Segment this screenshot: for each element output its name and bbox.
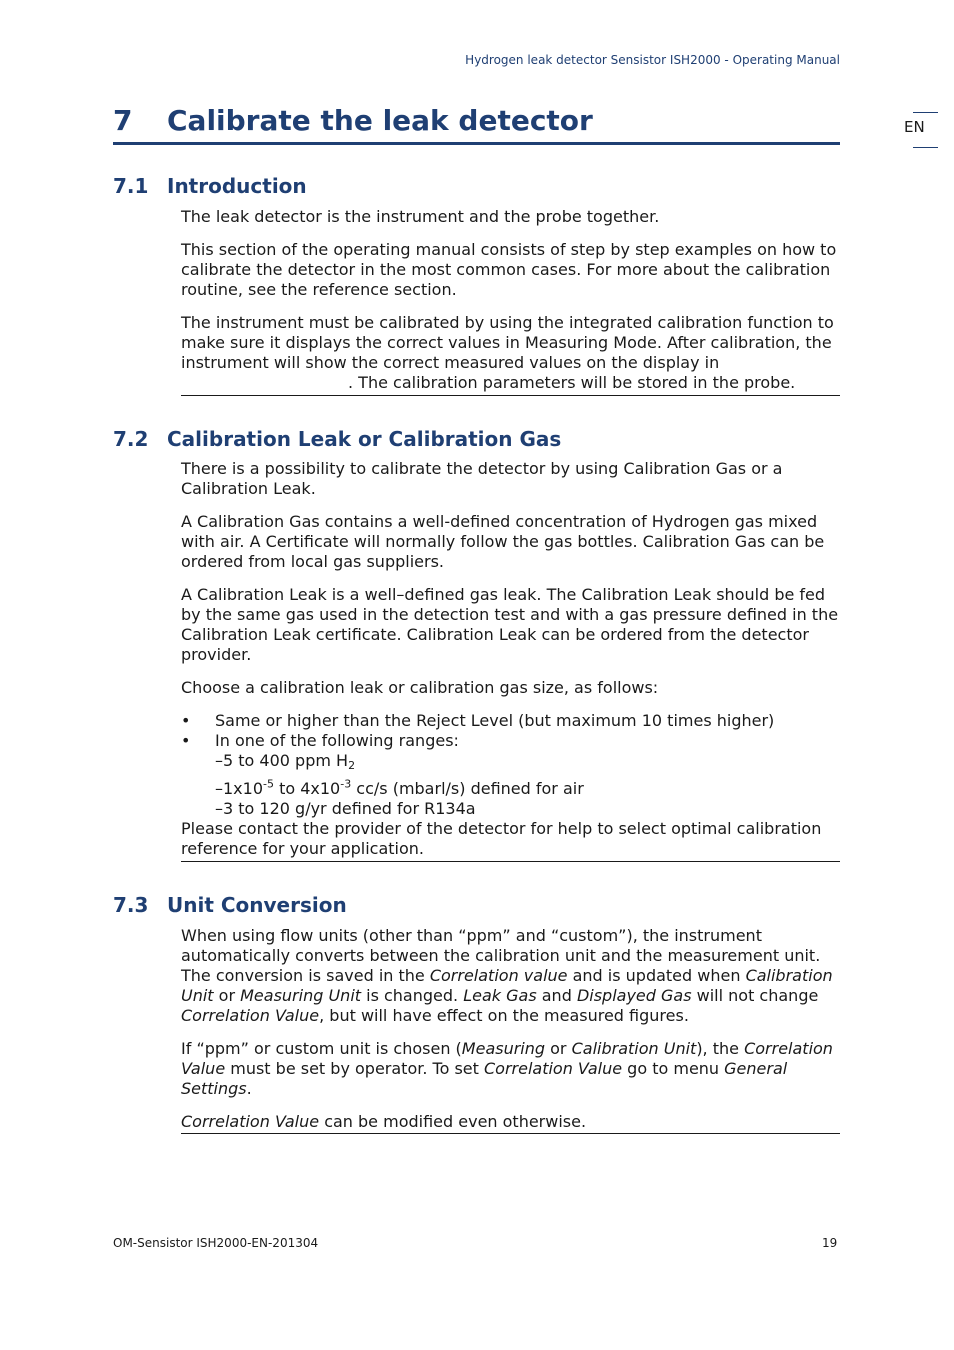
footer-page-number: 19 [822, 1236, 838, 1250]
intro-paragraph-3-text-b: . The calibration parameters will be stored in the probe. [348, 373, 796, 392]
range-r134a: –3 to 120 g/yr defined for R134a [215, 799, 476, 818]
cal-paragraph-4: Choose a calibration leak or calibration gas size, as follows: [181, 678, 659, 697]
cal-size-list [181, 711, 841, 751]
intro-paragraph-2: This section of the operating manual consists of step by step examples on how to calibrate the detector in the most common cases. For more about the calibration routine, see the reference section. [181, 240, 837, 299]
cal-paragraph-1: There is a possibility to calibrate the detector by using Calibration Gas or a Calibration Leak. [181, 459, 783, 498]
unit-paragraph-2: If “ppm” or custom unit is chosen (Measuring or Calibration Unit), the Correlation Value must be set by operator. To set Correlation Value go to menu General Settings. [181, 1039, 833, 1098]
chapter-title: Calibrate the leak detector [167, 104, 593, 137]
cal-paragraph-5: Please contact the provider of the detector for help to select optimal calibration reference for your application. [181, 819, 822, 858]
bullet-icon: • [181, 711, 191, 730]
unit-paragraph-3: Correlation Value can be modified even otherwise. [181, 1112, 587, 1131]
section-7-3-body [181, 926, 841, 1132]
unit-paragraph-1: When using flow units (other than “ppm” and “custom”), the instrument automatically converts between the calibration unit and the measurement unit. The conversion is saved in the Correlation value and is updated when Calibration Unit or Measuring Unit is changed. Leak Gas and Displayed Gas will not change Correlation Value, but will have effect on the measured figures. [181, 926, 833, 1025]
range-ppm: –5 to 400 ppm $H_2$ [215, 751, 356, 772]
footer-document-id: OM-Sensistor ISH2000-EN-201304 [113, 1236, 319, 1250]
chapter-title-rule [113, 142, 840, 145]
section-7-2-title: Calibration Leak or Calibration Gas [167, 427, 562, 451]
section-7-3-title: Unit Conversion [167, 893, 347, 917]
section-7-3-end-rule [181, 1133, 840, 1134]
range-flow: $-1x10^{-5}$ to $4x10^{-3}$ cc/s (mbarl/s) defined for air [215, 777, 584, 798]
intro-paragraph-3-text-a: The instrument must be calibrated by using the integrated calibration function to make sure it displays the correct values in Measuring Mode. After calibration, the instrument will show the correct measured values on the display in [181, 313, 834, 372]
section-7-1-end-rule [181, 395, 840, 396]
running-header: Hydrogen leak detector Sensistor ISH2000 - Operating Manual [465, 53, 840, 67]
intro-paragraph-3 [181, 313, 841, 393]
bullet-icon: • [181, 731, 191, 750]
list-item: • Same or higher than the Reject Level (but maximum 10 times higher) [181, 711, 775, 730]
intro-paragraph-1: The leak detector is the instrument and the probe together. [181, 207, 660, 226]
section-7-1-number: 7.1 [113, 174, 149, 198]
section-7-1-body [181, 207, 841, 393]
list-item: • In one of the following ranges: [181, 731, 459, 750]
section-7-3-number: 7.3 [113, 893, 149, 917]
section-7-2-number: 7.2 [113, 427, 149, 451]
section-7-1-title: Introduction [167, 174, 307, 198]
language-tab-label: EN [904, 118, 925, 136]
cal-paragraph-2: A Calibration Gas contains a well-defined concentration of Hydrogen gas mixed with air. A Certificate will normally follow the gas bottles. Calibration Gas can be ordered from local gas suppliers. [181, 512, 825, 571]
section-7-2-end-rule [181, 861, 840, 862]
section-7-2-body [181, 459, 841, 859]
cal-paragraph-3: A Calibration Leak is a well–defined gas leak. The Calibration Leak should be fed by the same gas used in the detection test and with a gas pressure defined in the Calibration Leak certificate. Calibration Leak can be ordered from the detector provider. [181, 585, 839, 664]
chapter-number: 7 [113, 104, 133, 137]
